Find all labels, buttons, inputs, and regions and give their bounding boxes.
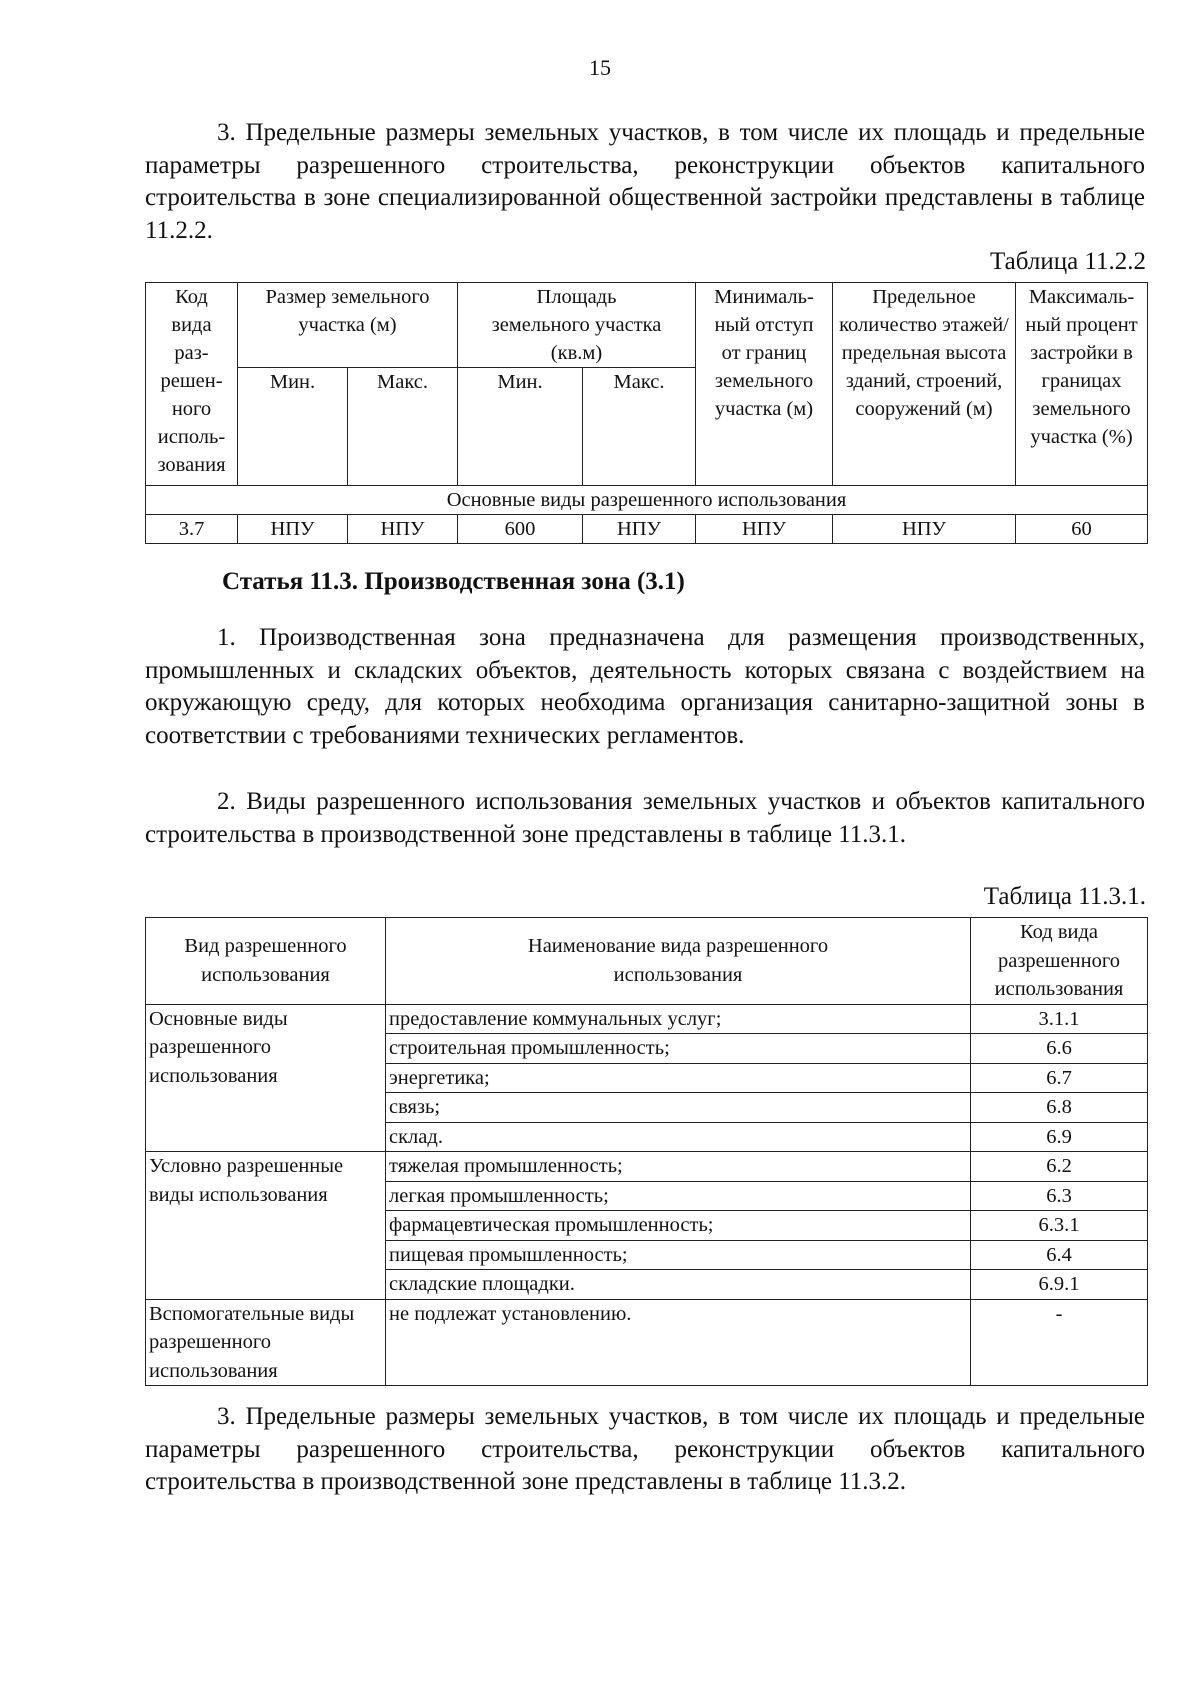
- table-row: [146, 1152, 1148, 1182]
- row-name: строительная промышленность;: [386, 1034, 971, 1064]
- cell-percent: 60: [1016, 515, 1148, 544]
- table-row: [146, 515, 1148, 544]
- paragraph-zone-purpose: 1. Производственная зона предназначена для размещения производственных, промышленных и складских объектов, деятельность которых связана с воздействием на окружающую среду, для которых необходима организация санитарно-защитной зоны в соответствии с требованиями технических регламентов.: [145, 624, 1145, 749]
- group-label-auxiliary: Вспомогательные виды разрешенного использования: [146, 1299, 386, 1386]
- cell-size-min: НПУ: [238, 515, 348, 544]
- header-area-max: Макс.: [583, 368, 696, 486]
- row-code: 3.1.1: [971, 1004, 1148, 1034]
- row-code: 6.3: [971, 1181, 1148, 1211]
- header-percent: Максималь-ный процент застройки в границах земельного участка (%): [1016, 283, 1148, 486]
- row-name: энергетика;: [386, 1063, 971, 1093]
- table-11-3-1: [145, 917, 1148, 1386]
- header-size-min: Мин.: [238, 368, 348, 486]
- row-code: 6.3.1: [971, 1211, 1148, 1241]
- header-use-name: Наименование вида разрешенного использования: [386, 918, 971, 1005]
- row-name: складские площадки.: [386, 1270, 971, 1300]
- header-use-code: Код вида разрешенного использования: [971, 918, 1148, 1005]
- row-code: 6.9.1: [971, 1270, 1148, 1300]
- header-use-type: Вид разрешенного использования: [146, 918, 386, 1005]
- table-row: [146, 1299, 1148, 1386]
- group-label-conditional: Условно разрешенные виды использования: [146, 1152, 386, 1300]
- header-plot-size: Размер земельного участка (м): [238, 283, 458, 368]
- cell-area-max: НПУ: [583, 515, 696, 544]
- table-caption-11-3-1: Таблица 11.3.1.: [983, 883, 1146, 910]
- row-name: предоставление коммунальных услуг;: [386, 1004, 971, 1034]
- table-row: [146, 1004, 1148, 1034]
- row-code: -: [971, 1299, 1148, 1386]
- row-code: 6.8: [971, 1093, 1148, 1123]
- header-floors: Предельное количество этажей/ предельная высота зданий, строений, сооружений (м): [833, 283, 1016, 486]
- row-code: 6.2: [971, 1152, 1148, 1182]
- table-caption-11-2-2: Таблица 11.2.2: [990, 248, 1146, 275]
- row-name: пищевая промышленность;: [386, 1240, 971, 1270]
- cell-area-min: 600: [458, 515, 583, 544]
- header-code: Код вида раз-решен-ного исполь-зования: [146, 283, 238, 486]
- paragraph-table-intro-11-2-2: 3. Предельные размеры земельных участков, в том числе их площадь и предельные параметры разрешенного строительства, реконструкции объектов капитального строительства в зоне специализированной общественной застройки представлены в таблице 11.2.2.: [145, 119, 1145, 244]
- row-name: тяжелая промышленность;: [386, 1152, 971, 1182]
- paragraph-table-intro-11-3-2: 3. Предельные размеры земельных участков, в том числе их площадь и предельные параметры разрешенного строительства, реконструкции объектов капитального строительства в производственной зоне представлены в таблице 11.3.2.: [145, 1403, 1145, 1495]
- cell-code: 3.7: [146, 515, 238, 544]
- row-name: не подлежат установлению.: [386, 1299, 971, 1386]
- header-setback: Минималь-ный отступ от границ земельного участка (м): [696, 283, 833, 486]
- section-label: Основные виды разрешенного использования: [146, 486, 1148, 515]
- row-code: 6.6: [971, 1034, 1148, 1064]
- table-11-2-2: [145, 282, 1148, 544]
- row-name: склад.: [386, 1122, 971, 1152]
- cell-size-max: НПУ: [348, 515, 458, 544]
- paragraph-table-intro-11-3-1: 2. Виды разрешенного использования земельных участков и объектов капитального строительства в производственной зоне представлены в таблице 11.3.1.: [145, 788, 1145, 848]
- row-name: связь;: [386, 1093, 971, 1123]
- group-label-main: Основные виды разрешенного использования: [146, 1004, 386, 1152]
- cell-setback: НПУ: [696, 515, 833, 544]
- cell-floors: НПУ: [833, 515, 1016, 544]
- header-size-max: Макс.: [348, 368, 458, 486]
- header-area-min: Мин.: [458, 368, 583, 486]
- row-code: 6.4: [971, 1240, 1148, 1270]
- row-name: фармацевтическая промышленность;: [386, 1211, 971, 1241]
- row-name: легкая промышленность;: [386, 1181, 971, 1211]
- header-plot-area: Площадь земельного участка (кв.м): [458, 283, 696, 368]
- row-code: 6.7: [971, 1063, 1148, 1093]
- page-number: 15: [589, 55, 611, 80]
- article-heading: Статья 11.3. Производственная зона (3.1): [222, 568, 685, 595]
- row-code: 6.9: [971, 1122, 1148, 1152]
